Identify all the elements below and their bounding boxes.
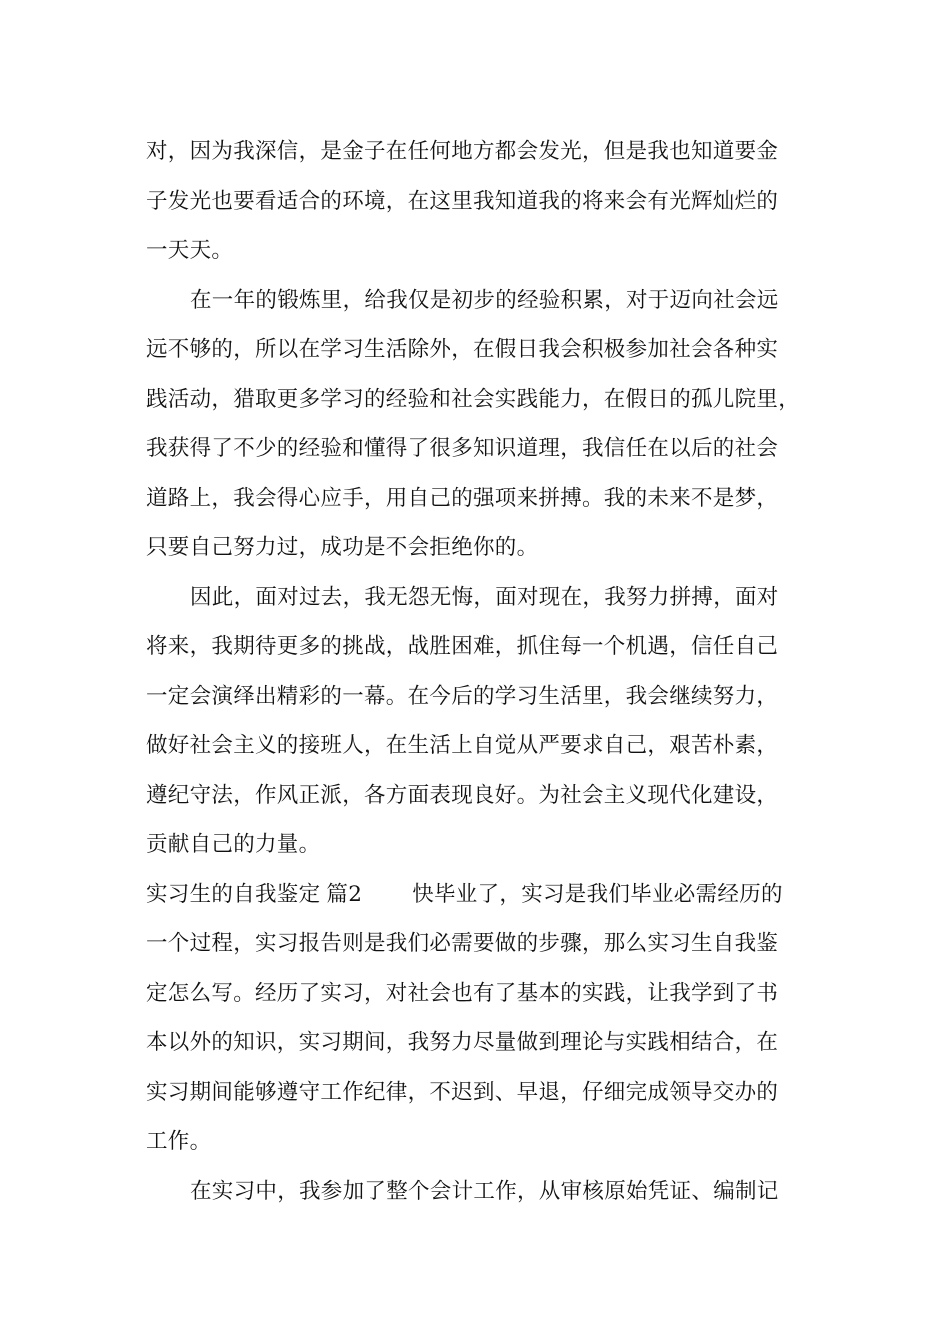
- paragraph-1: [146, 127, 812, 276]
- text-line: 一个过程，实习报告则是我们必需要做的步骤，那么实习生自我鉴: [146, 931, 779, 956]
- text-line: 道路上，我会得心应手，用自己的强项来拼搏。我的未来不是梦，: [146, 485, 779, 511]
- text-line: 对，因为我深信，是金子在任何地方都会发光，但是我也知道要金: [146, 139, 779, 164]
- text-line: 定怎么写。经历了实习，对社会也有了基本的实践，让我学到了书: [146, 980, 779, 1006]
- text-line: 在一年的锻炼里，给我仅是初步的经验积累，对于迈向社会远: [190, 287, 779, 313]
- section-heading: [146, 870, 812, 920]
- section-first-text: 快毕业了，实习是我们毕业必需经历的: [412, 881, 783, 907]
- text-line: 贡献自己的力量。: [146, 832, 321, 857]
- paragraph-5: [146, 1167, 812, 1217]
- text-line: 做好社会主义的接班人，在生活上自觉从严要求自己，艰苦朴素，: [146, 733, 779, 758]
- text-line: 工作。: [146, 1129, 212, 1154]
- text-line: 遵纪守法，作风正派，各方面表现良好。为社会主义现代化建设，: [146, 782, 779, 808]
- paragraph-4: [146, 919, 812, 1167]
- text-line: 践活动，猎取更多学习的经验和社会实践能力，在假日的孤儿院里，: [146, 386, 801, 412]
- text-line: 只要自己努力过，成功是不会拒绝你的。: [146, 535, 539, 560]
- text-line: 我获得了不少的经验和懂得了很多知识道理，我信任在以后的社会: [146, 436, 779, 461]
- section-title: 实习生的自我鉴定: [146, 881, 321, 907]
- text-line: 一定会演绎出精彩的一幕。在今后的学习生活里，我会继续努力，: [146, 683, 779, 709]
- paragraph-2: [146, 276, 812, 573]
- text-line: 将来，我期待更多的挑战，战胜困难，抓住每一个机遇，信任自己: [146, 634, 779, 659]
- heading-line: [146, 870, 812, 920]
- text-line: 本以外的知识，实习期间，我努力尽量做到理论与实践相结合，在: [146, 1030, 779, 1055]
- text-line: 在实习中，我参加了整个会计工作，从审核原始凭证、编制记: [190, 1178, 779, 1204]
- text-line: 因此，面对过去，我无怨无悔，面对现在，我努力拼搏，面对: [190, 584, 779, 610]
- text-line: 远不够的，所以在学习生活除外，在假日我会积极参加社会各种实: [146, 337, 779, 362]
- paragraph-3: [146, 573, 812, 870]
- document-body: [146, 127, 812, 1216]
- section-number: 篇2: [326, 881, 363, 907]
- text-line: 子发光也要看适合的环境，在这里我知道我的将来会有光辉灿烂的: [146, 188, 779, 214]
- text-line: 一天天。: [146, 238, 234, 263]
- text-line: 实习期间能够遵守工作纪律，不迟到、早退，仔细完成领导交办的: [146, 1079, 779, 1105]
